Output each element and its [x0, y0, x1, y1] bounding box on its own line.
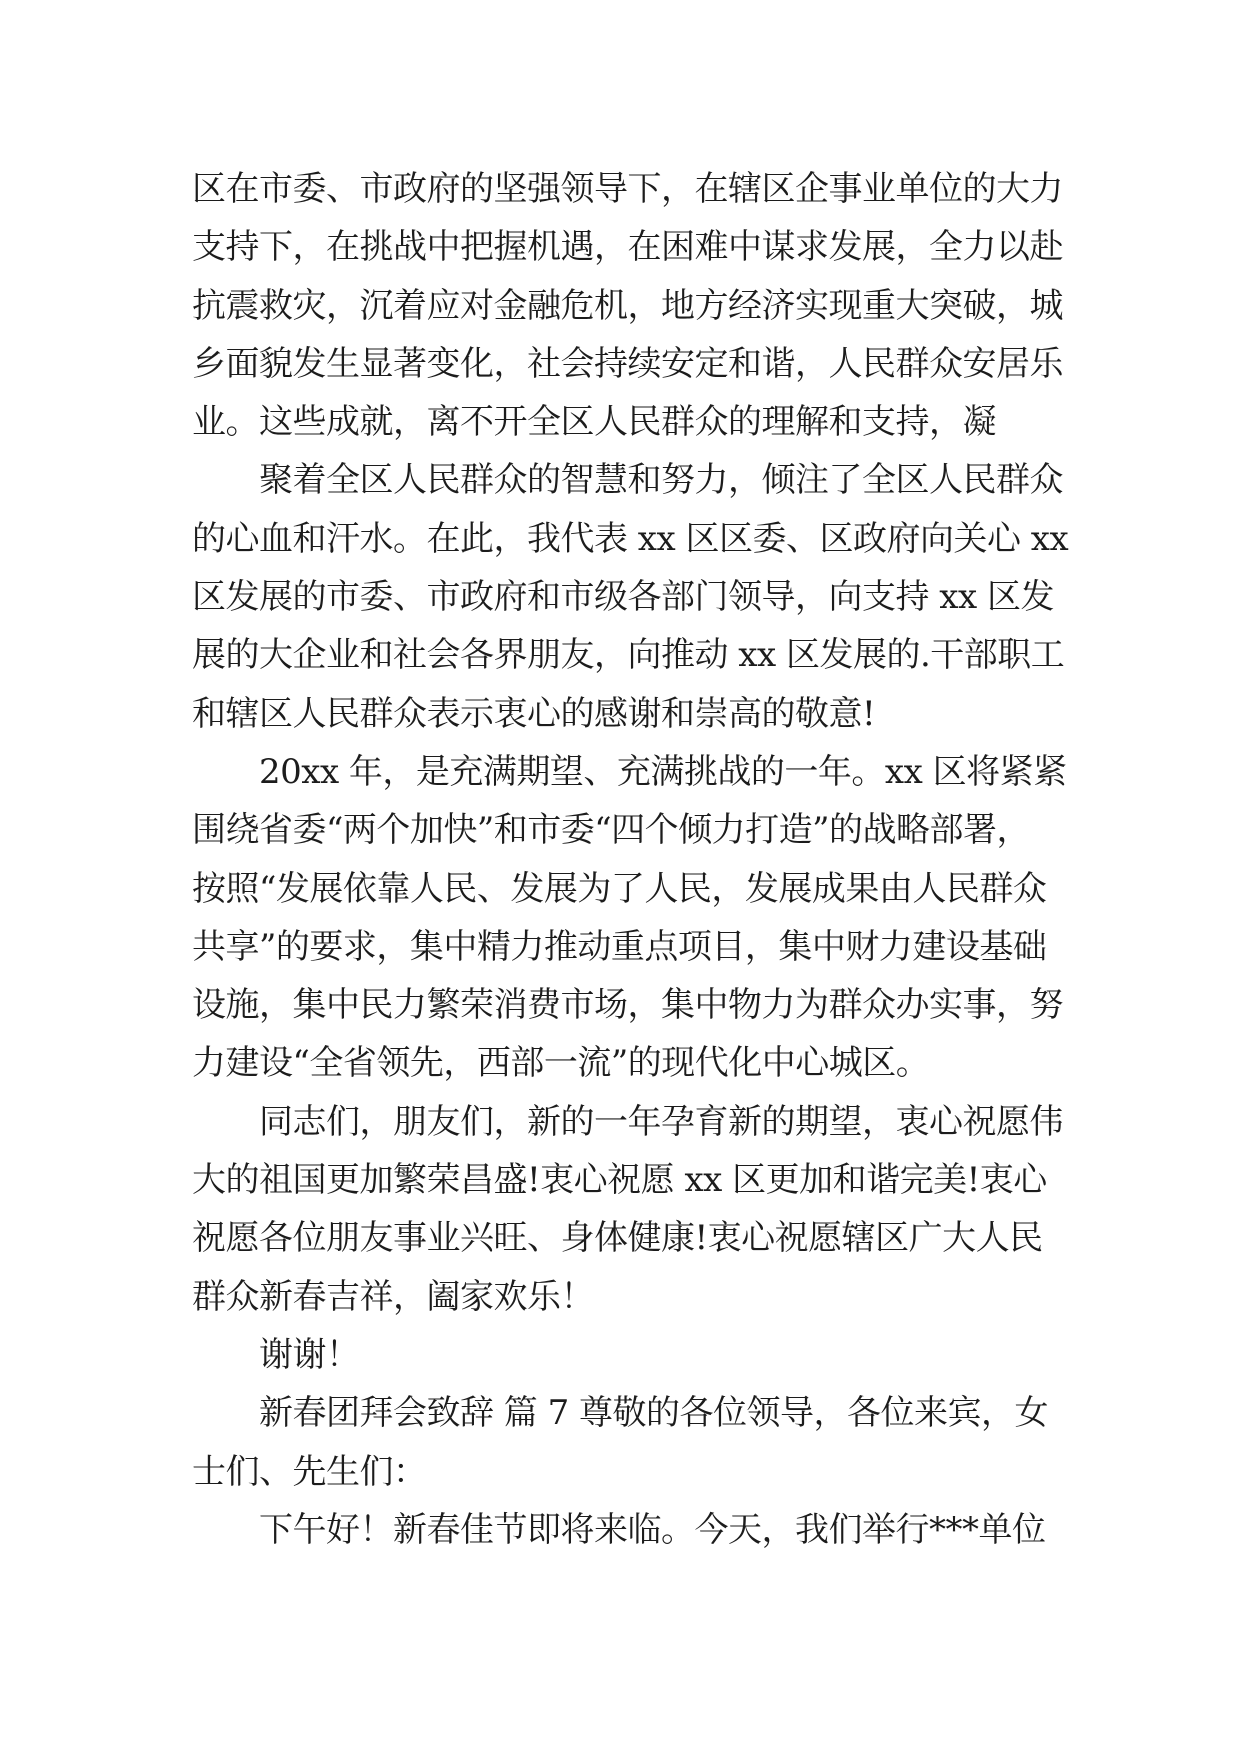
text-line: 力建设“全省领先，西部一流”的现代化中心城区。	[192, 1043, 930, 1084]
text-line: 乡面貌发生显著变化，社会持续安定和谐，人民群众安居乐	[192, 343, 1063, 384]
text-line: 业。这些成就，离不开全区人民群众的理解和支持，凝	[192, 402, 996, 443]
text-line: 下午好！新春佳节即将来临。今天，我们举行***单位	[259, 1509, 1046, 1550]
text-line: 新春团拜会致辞 篇 7 尊敬的各位领导，各位来宾，女	[259, 1393, 1049, 1434]
text-line: 20xx 年，是充满期望、充满挑战的一年。xx 区将紧紧	[259, 751, 1067, 792]
text-line: 区在市委、市政府的坚强领导下，在辖区企事业单位的大力	[192, 169, 1063, 209]
text-line: 设施，集中民力繁荣消费市场，集中物力为群众办实事，努	[192, 985, 1063, 1026]
text-line: 谢谢！	[259, 1334, 360, 1375]
text-line: 展的大企业和社会各界朋友，向推动 xx 区发展的.干部职工	[192, 635, 1065, 676]
text-line: 区发展的市委、市政府和市级各部门领导，向支持 xx 区发	[192, 577, 1054, 618]
text-line: 大的祖国更加繁荣昌盛!衷心祝愿 xx 区更加和谐完美!衷心	[192, 1160, 1047, 1201]
text-line: 的心血和汗水。在此，我代表 xx 区区委、区政府向关心 xx	[192, 518, 1069, 559]
text-line: 聚着全区人民群众的智慧和努力，倾注了全区人民群众	[259, 460, 1063, 501]
text-line: 祝愿各位朋友事业兴旺、身体健康!衷心祝愿辖区广大人民	[192, 1218, 1043, 1259]
text-line: 同志们，朋友们，新的一年孕育新的期望，衷心祝愿伟	[259, 1101, 1063, 1142]
text-line: 按照“发展依靠人民、发展为了人民，发展成果由人民群众	[192, 868, 1047, 909]
text-line: 和辖区人民群众表示衷心的感谢和崇高的敬意!	[192, 693, 876, 734]
text-line: 围绕省委“两个加快”和市委“四个倾力打造”的战略部署，	[192, 810, 1031, 851]
text-line: 士们、先生们：	[192, 1451, 427, 1492]
document-body	[192, 160, 1082, 1559]
text-line: 支持下，在挑战中把握机遇，在困难中谋求发展，全力以赴	[192, 227, 1063, 268]
text-line: 群众新春吉祥，阖家欢乐！	[192, 1276, 594, 1317]
text-line: 共享”的要求，集中精力推动重点项目，集中财力建设基础	[192, 926, 1047, 967]
text-line: 抗震救灾，沉着应对金融危机，地方经济实现重大突破，城	[192, 285, 1063, 326]
